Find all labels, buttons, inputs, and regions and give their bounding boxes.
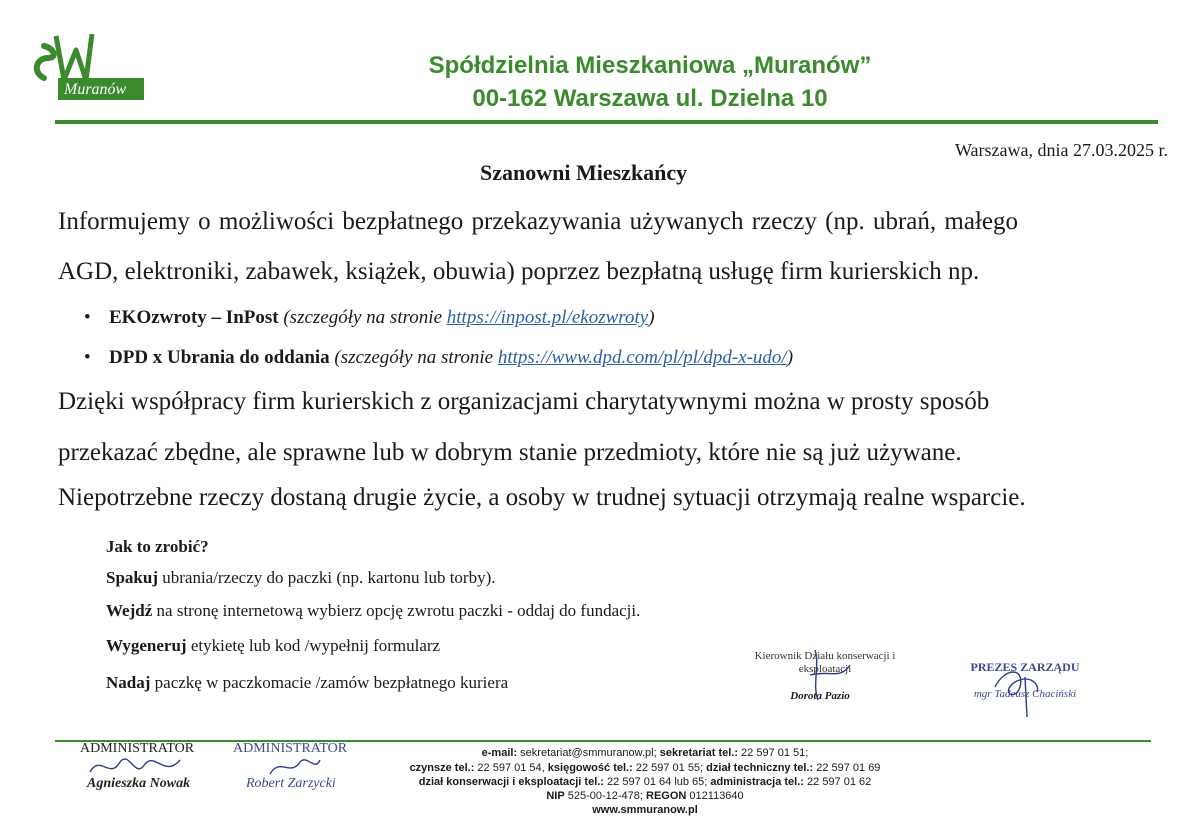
accounting-label: księgowość tel.: bbox=[547, 762, 633, 774]
admin2-title: ADMINISTRATOR bbox=[233, 741, 348, 756]
step-text: etykietę lub kod /wypełnij formularz bbox=[186, 636, 441, 655]
administration-phone: 22 597 01 62 bbox=[803, 776, 872, 788]
secretariat-phone: 22 597 01 51; bbox=[738, 747, 809, 759]
bullet-title: DPD x Ubrania do oddania bbox=[109, 347, 330, 368]
bullet-item-inpost bbox=[84, 307, 655, 329]
bullet-prefix: (szczegóły na stronie bbox=[278, 307, 447, 328]
intro-line-2: AGD, elektroniki, zabawek, książek, obuwia) poprzez bezpłatną usługę firm kurierskich np. bbox=[58, 258, 980, 285]
technical-label: dział techniczny tel.: bbox=[706, 762, 814, 774]
stamp-president: PREZES ZARZĄDU bbox=[970, 660, 1080, 674]
maintenance-label: dział konserwacji i eksploatacji tel.: bbox=[418, 776, 604, 788]
bullet-title: EKOzwroty – InPost bbox=[109, 307, 279, 328]
nip-value: 525-00-12-478; bbox=[564, 790, 647, 802]
administration-label: administracja tel.: bbox=[710, 776, 804, 788]
inpost-link[interactable]: https://inpost.pl/ekozwroty bbox=[446, 307, 649, 328]
stamp-maintenance-name: Dorota Pazio bbox=[790, 690, 850, 702]
bullet-prefix: (szczegóły na stronie bbox=[329, 347, 498, 368]
rent-label: czynsze tel.: bbox=[409, 762, 475, 774]
howto-step-3 bbox=[106, 636, 440, 656]
stamp-president-name: mgr Tadeusz Chaciński bbox=[973, 688, 1077, 700]
nip-label: NIP bbox=[546, 790, 565, 802]
step-verb: Nadaj bbox=[106, 673, 151, 692]
rent-phone: 22 597 01 54, bbox=[474, 762, 548, 774]
email-value: sekretariat@smmuranow.pl; bbox=[517, 747, 660, 759]
howto-step-1 bbox=[106, 568, 496, 588]
muranow-logo bbox=[30, 28, 148, 106]
signature-president bbox=[985, 662, 1065, 722]
accounting-phone: 22 597 01 55; bbox=[632, 762, 707, 774]
bullet-suffix: ) bbox=[786, 347, 794, 368]
signature-maintenance bbox=[790, 645, 870, 705]
regon-label: REGON bbox=[646, 790, 687, 802]
howto-step-4 bbox=[106, 673, 508, 693]
greeting-heading: Szanowni Mieszkańcy bbox=[480, 160, 688, 185]
bullet-icon: • bbox=[84, 307, 91, 328]
header-address: 00-162 Warszawa ul. Dzielna 10 bbox=[472, 85, 828, 112]
step-verb: Spakuj bbox=[106, 568, 158, 587]
bullet-icon: • bbox=[84, 347, 91, 368]
footer-line-1 bbox=[355, 747, 935, 759]
email-label: e-mail: bbox=[481, 747, 518, 759]
admin2-name: Robert Zarzycki bbox=[246, 776, 336, 791]
document-date: Warszawa, dnia 27.03.2025 r. bbox=[955, 140, 1168, 160]
footer-line-3 bbox=[355, 776, 935, 788]
logo-text: Muranów bbox=[64, 81, 127, 98]
regon-value: 012113640 bbox=[686, 790, 744, 802]
howto-step-2 bbox=[106, 601, 640, 621]
step-verb: Wygeneruj bbox=[106, 636, 187, 655]
maintenance-phone: 22 597 01 64 lub 65; bbox=[603, 776, 711, 788]
header-divider bbox=[55, 120, 1158, 124]
step-text: paczkę w paczkomacie /zamów bezpłatnego kuriera bbox=[150, 673, 509, 692]
secretariat-label: sekretariat tel.: bbox=[659, 747, 738, 759]
footer-website[interactable]: www.smmuranow.pl bbox=[592, 804, 698, 816]
admin1-title: ADMINISTRATOR bbox=[80, 741, 195, 756]
header-title: Spółdzielnia Mieszkaniowa „Muranów” bbox=[428, 52, 872, 79]
howto-title: Jak to zrobić? bbox=[106, 537, 209, 556]
footer-line-2 bbox=[355, 762, 935, 774]
para2-line-2: przekazać zbędne, ale sprawne lub w dobrym stanie przedmioty, które nie są już używane. bbox=[58, 439, 962, 466]
bullet-suffix: ) bbox=[648, 307, 655, 328]
stamp-maintenance-manager: Kierownik Działu konserwacji i eksploatacji bbox=[754, 650, 896, 675]
para2-line-1: Dzięki współpracy firm kurierskich z organizacjami charytatywnymi można w prosty sposób bbox=[58, 388, 990, 415]
para2-line-3: Niepotrzebne rzeczy dostaną drugie życie, a osoby w trudnej sytuacji otrzymają realne wsparcie. bbox=[58, 484, 1026, 511]
step-verb: Wejdź bbox=[106, 601, 153, 620]
footer-divider bbox=[55, 740, 1151, 742]
technical-phone: 22 597 01 69 bbox=[813, 762, 881, 774]
intro-line-1: Informujemy o możliwości bezpłatnego przekazywania używanych rzeczy (np. ubrań, małego bbox=[58, 208, 1018, 235]
admin1-name: Agnieszka Nowak bbox=[87, 776, 191, 791]
footer-line-4 bbox=[355, 790, 935, 802]
bullet-item-dpd bbox=[84, 347, 793, 369]
step-text: ubrania/rzeczy do paczki (np. kartonu lub torby). bbox=[157, 568, 496, 587]
step-text: na stronę internetową wybierz opcję zwrotu paczki - oddaj do fundacji. bbox=[152, 601, 641, 620]
dpd-link[interactable]: https://www.dpd.com/pl/pl/dpd-x-udo/ bbox=[497, 347, 787, 368]
